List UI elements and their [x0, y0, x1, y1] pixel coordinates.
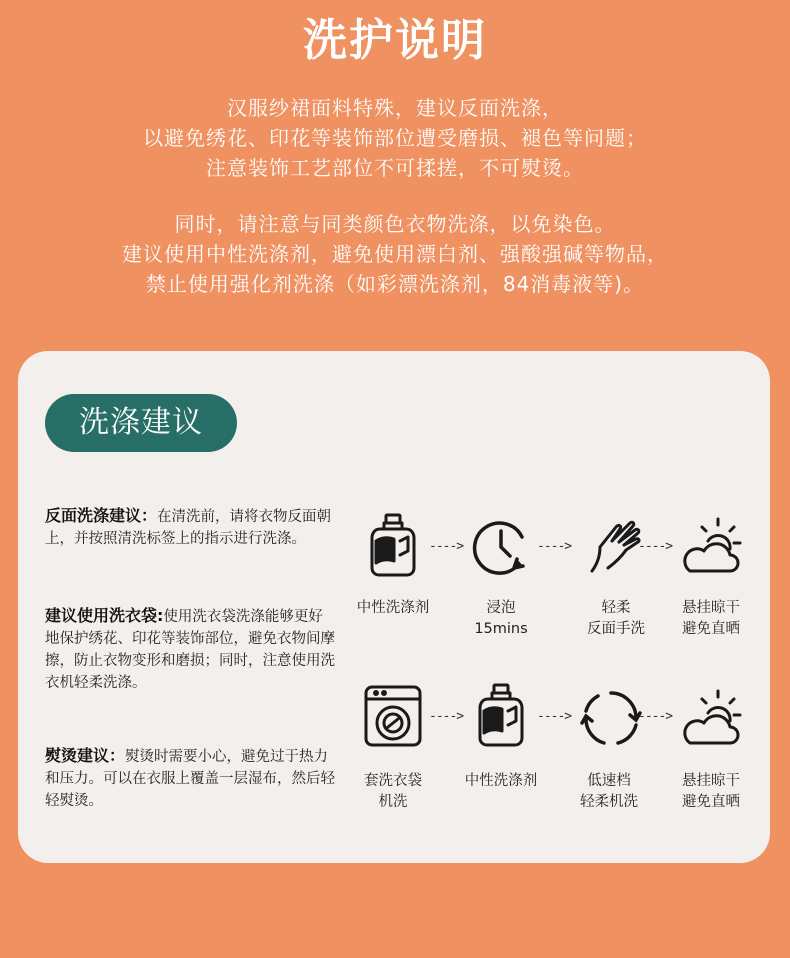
intro-line: 同时，请注意与同类颜色衣物洗涤，以免染色。 — [174, 212, 616, 236]
sun-cloud-icon — [676, 683, 742, 749]
tip-ironing — [45, 745, 335, 812]
flow-arrow: ----> — [638, 709, 673, 724]
flow-arrow: ----> — [638, 539, 673, 554]
step-label: 轻柔 反面手洗 — [587, 600, 645, 637]
step-label: 套洗衣袋 机洗 — [364, 773, 422, 810]
step-label: 低速档 轻柔机洗 — [580, 773, 638, 810]
washing-machine-icon — [360, 683, 426, 749]
tip-title: 反面洗涤建议： — [45, 506, 158, 525]
tip-text: 熨烫时需要小心，避免过于热力和压力。可以在衣服上覆盖一层湿布，然后轻轻熨烫。 — [45, 749, 335, 809]
clock-icon — [468, 513, 534, 579]
step-label: 中性洗涤剂 — [464, 773, 538, 789]
page-title: 洗护说明 — [303, 15, 487, 66]
tip-title: 建议使用洗衣袋: — [45, 606, 164, 625]
step-label: 中性洗涤剂 — [356, 600, 430, 616]
flow-arrow: ----> — [429, 709, 464, 724]
flow-arrow: ----> — [537, 709, 572, 724]
flow-arrow: ----> — [429, 539, 464, 554]
intro-line: 以避免绣花、印花等装饰部位遭受磨损、褪色等问题； — [143, 126, 647, 150]
tip-text: 在清洗前，请将衣物反面朝上，并按照清洗标签上的指示进行洗涤。 — [45, 509, 332, 547]
tip-laundry-bag — [45, 605, 335, 694]
spin-icon — [578, 685, 644, 751]
step-label: 浸泡 15mins — [474, 600, 528, 637]
tip-reverse-wash — [45, 505, 335, 550]
step-label: 悬挂晾干 避免直晒 — [682, 773, 740, 810]
sun-cloud-icon — [676, 511, 742, 577]
intro-paragraph-1 — [0, 93, 790, 183]
intro-line: 禁止使用强化剂洗涤（如彩漂洗涤剂，84消毒液等)。 — [145, 272, 645, 296]
intro-line: 建议使用中性洗涤剂，避免使用漂白剂、强酸强碱等物品， — [122, 242, 668, 266]
step-label: 悬挂晾干 避免直晒 — [682, 600, 740, 637]
detergent-bottle-icon — [360, 511, 426, 577]
intro-line: 注意装饰工艺部位不可揉搓，不可熨烫。 — [206, 156, 584, 180]
intro-line: 汉服纱裙面料特殊，建议反面洗涤， — [227, 96, 563, 120]
flow-arrow: ----> — [537, 539, 572, 554]
washing-advice-card — [18, 351, 770, 863]
intro-paragraph-2 — [0, 209, 790, 299]
tip-title: 熨烫建议： — [45, 746, 126, 765]
section-heading: 洗涤建议 — [45, 394, 237, 452]
detergent-bottle-icon — [468, 681, 534, 747]
tip-text: 使用洗衣袋洗涤能够更好地保护绣花、印花等装饰部位，避免衣物间摩擦，防止衣物变形和磨损；同时，注意使用洗衣机轻柔洗涤。 — [45, 609, 335, 691]
